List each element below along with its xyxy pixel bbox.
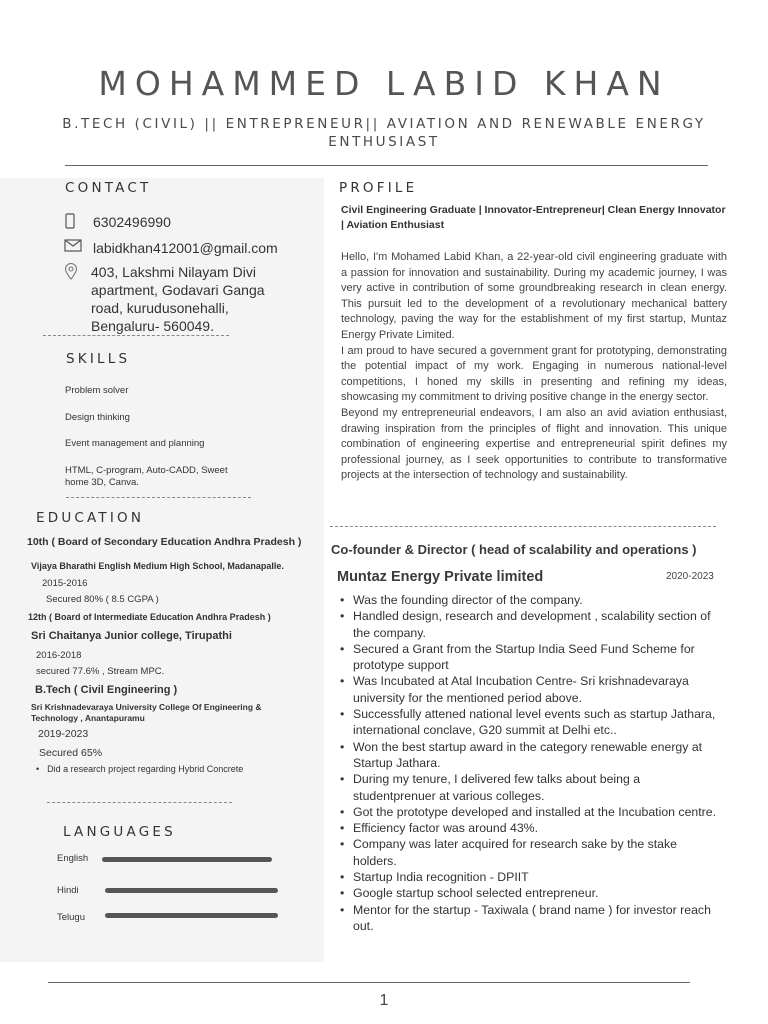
skills-divider [66, 497, 251, 498]
phone-number: 6302496990 [93, 214, 171, 230]
profile-summary [341, 250, 727, 484]
edu-btech-years: 2019-2023 [38, 728, 89, 740]
address-line: apartment, Godavari Ganga [91, 282, 265, 298]
mail-icon [64, 239, 86, 255]
header-divider [65, 165, 708, 166]
profile-divider [330, 526, 716, 527]
language-level-bar [105, 913, 278, 918]
profile-heading: PROFILE [339, 180, 418, 196]
skills-heading: SKILLS [66, 351, 131, 367]
profile-paragraph: I am proud to have secured a government grant for prototyping, demonstrating the potential impact of my work. Engaging in numerous national-level competitions, I honed my skills in presenting and refining my ideas, showcasing my commitment to driving positive change in the energy sector. [341, 344, 727, 404]
experience-bullet: • Mentor for the startup - Taxiwala ( brand name ) for investor reach out. [353, 902, 718, 935]
edu-btech-score: Secured 65% [39, 747, 103, 759]
address-line: 403, Lakshmi Nilayam Divi [91, 264, 256, 280]
experience-bullet: • Google startup school selected entrepreneur. [353, 885, 718, 901]
profile-title: Civil Engineering Graduate | Innovator-Entrepreneur| Clean Energy Innovator | Aviation Enthusiast [341, 204, 726, 231]
profile-paragraph: Beyond my entrepreneurial endeavors, I am also an avid aviation enthusiast, drawing inspiration from the principles of flight and innovation. This unique combination of engineering expertise and entrepreneurial spirit defines my professional journey, as I seek opportunities to contribute to transformative projects at the intersection of technology and sustainability. [341, 406, 727, 482]
education-divider [47, 802, 232, 803]
language-name: Hindi [57, 885, 79, 896]
edu-btech-note [36, 764, 243, 774]
experience-bullet: • Secured a Grant from the Startup India Seed Fund Scheme for prototype support [353, 641, 718, 674]
contact-phone [64, 213, 171, 232]
experience-bullet: • Company was later acquired for research sake by the stake holders. [353, 836, 718, 869]
edu-10th-school: Vijaya Bharathi English Medium High School, Madanapalle. [31, 561, 284, 571]
edu-btech-note-text: Did a research project regarding Hybrid Concrete [47, 764, 244, 774]
experience-period: 2020-2023 [666, 571, 714, 582]
edu-12th-school: Sri Chaitanya Junior college, Tirupathi [31, 630, 232, 642]
language-name: Telugu [57, 912, 85, 923]
footer-divider [48, 982, 690, 983]
profile-paragraph: Hello, I'm Mohamed Labid Khan, a 22-year-old civil engineering graduate with a passion for innovation and sustainability. During my academic journey, I was very active in contribution of some groundbreaking research in clean energy. This pursuit led to the development of a revolutionary mechanical battery technology, paving the way for the establishment of my first startup, Muntaz Energy Private Limited. [341, 251, 727, 341]
edu-btech-school: Sri Krishnadevaraya University College Of Engineering & Technology , Anantapuramu [31, 702, 262, 723]
edu-12th-score: secured 77.6% , Stream MPC. [36, 666, 165, 677]
phone-icon [64, 213, 86, 232]
experience-bullet: • Successfully attened national level events such as startup Jathara, international conclave, G20 summit at Delhi etc.. [353, 706, 718, 739]
experience-bullet: • Was Incubated at Atal Incubation Centre- Sri krishnadevaraya university for the mentioned period above. [353, 673, 718, 706]
edu-10th-score: Secured 80% ( 8.5 CGPA ) [46, 594, 159, 605]
email-address: labidkhan412001@gmail.com [93, 240, 278, 256]
languages-heading: LANGUAGES [63, 824, 176, 840]
experience-bullet: • Got the prototype developed and installed at the Incubation centre. [353, 804, 718, 820]
edu-10th-title: 10th ( Board of Secondary Education Andhra Pradesh ) [27, 536, 302, 548]
skill-item: Design thinking [65, 412, 130, 423]
skill-item: Event management and planning [65, 438, 205, 449]
experience-bullet: • Won the best startup award in the category renewable energy at Startup Jathara. [353, 739, 718, 772]
skill-item: HTML, C-program, Auto-CADD, Sweet home 3D, Canva. [65, 465, 228, 488]
page-number: 1 [379, 992, 389, 1009]
skill-item: Problem solver [65, 385, 129, 396]
edu-btech-title: B.Tech ( Civil Engineering ) [35, 684, 178, 696]
candidate-name: MOHAMMED LABID KHAN [98, 64, 670, 103]
address-line: Bengaluru- 560049. [91, 318, 214, 334]
bullet-icon: • [36, 764, 40, 774]
address-text [91, 263, 265, 335]
edu-12th-title: 12th ( Board of Intermediate Education Andhra Pradesh ) [28, 612, 271, 622]
language-name: English [57, 853, 89, 864]
candidate-subtitle: B.TECH (CIVIL) || ENTREPRENEUR|| AVIATION AND RENEWABLE ENERGY ENTHUSIAST [62, 116, 706, 150]
contact-address [64, 263, 265, 335]
edu-12th-years: 2016-2018 [36, 650, 82, 661]
language-level-bar [102, 857, 272, 862]
edu-10th-years: 2015-2016 [42, 578, 88, 589]
experience-role: Co-founder & Director ( head of scalability and operations ) [331, 542, 697, 557]
experience-bullet: • Handled design, research and development , scalability section of the company. [353, 608, 718, 641]
location-pin-icon [64, 263, 86, 283]
address-line: road, kurudusonehalli, [91, 300, 229, 316]
contact-heading: CONTACT [65, 180, 152, 196]
experience-bullets [353, 592, 718, 934]
experience-bullet: • Startup India recognition - DPIIT [353, 869, 718, 885]
experience-bullet: • Efficiency factor was around 43%. [353, 820, 718, 836]
education-heading: EDUCATION [36, 510, 145, 526]
experience-bullet: • Was the founding director of the company. [353, 592, 718, 608]
contact-email [64, 239, 278, 257]
experience-bullet: • During my tenure, I delivered few talks about being a studentprenuer at various colleges. [353, 771, 718, 804]
contact-divider [43, 335, 229, 336]
experience-company: Muntaz Energy Private limited [337, 569, 544, 585]
language-level-bar [105, 888, 278, 893]
